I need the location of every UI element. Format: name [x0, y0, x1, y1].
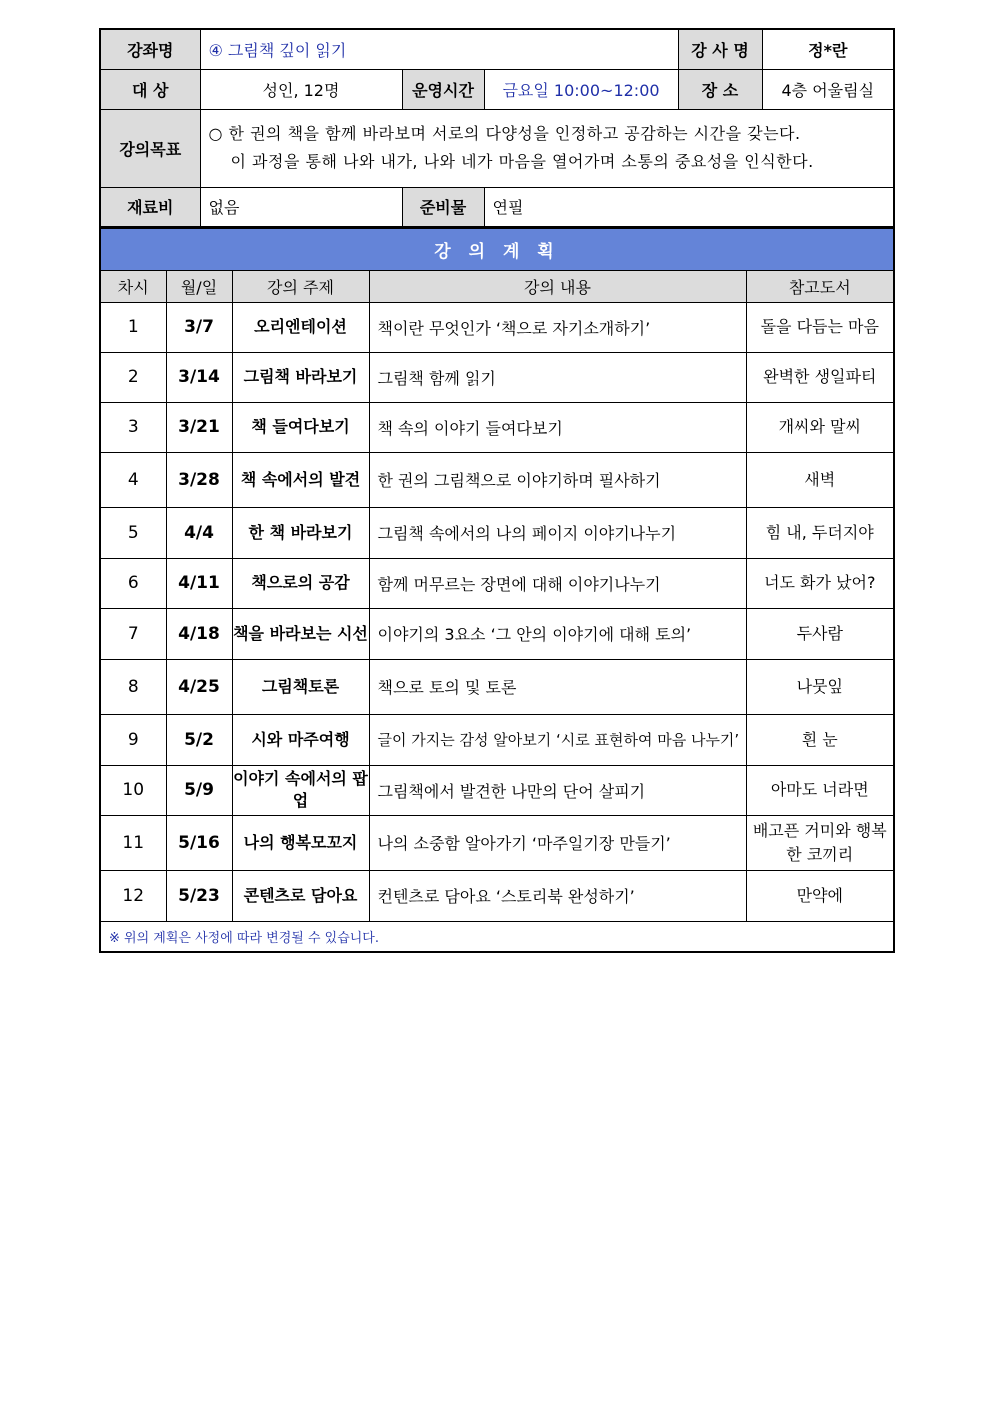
plan-table	[99, 228, 895, 954]
supplies-label: 준비물	[402, 187, 484, 227]
goal-line-2: 이 과정을 통해 나와 내가, 나와 네가 마음을 열어가며 소통의 중요성을 인식한다.	[230, 152, 814, 171]
time-label: 운영시간	[402, 69, 484, 109]
session-topic: 이야기 속에서의 팝업	[232, 765, 369, 815]
session-number: 10	[100, 765, 166, 815]
col-topic: 강의 주제	[232, 270, 369, 302]
session-date: 4/25	[166, 659, 232, 714]
table-row	[100, 558, 894, 608]
table-row	[100, 765, 894, 815]
table-row	[100, 507, 894, 558]
col-content: 강의 내용	[369, 270, 746, 302]
session-number: 3	[100, 402, 166, 452]
session-reference: 너도 화가 났어?	[746, 558, 894, 608]
session-reference: 개씨와 말씨	[746, 402, 894, 452]
goal-label: 강의목표	[100, 109, 200, 187]
session-number: 1	[100, 302, 166, 352]
table-row	[100, 608, 894, 659]
session-reference: 완벽한 생일파티	[746, 352, 894, 402]
session-topic: 그림책토론	[232, 659, 369, 714]
session-topic: 한 책 바라보기	[232, 507, 369, 558]
session-content: 글이 가지는 감성 알아보기 ‘시로 표현하여 마음 나누기’	[369, 714, 746, 765]
plan-title: 강 의 계 획	[100, 228, 894, 270]
session-date: 5/16	[166, 815, 232, 870]
session-number: 4	[100, 452, 166, 507]
session-reference: 돌을 다듬는 마음	[746, 302, 894, 352]
session-date: 3/28	[166, 452, 232, 507]
session-content: 그림책 속에서의 나의 페이지 이야기나누기	[369, 507, 746, 558]
session-content: 책으로 토의 및 토론	[369, 659, 746, 714]
target-value: 성인, 12명	[200, 69, 402, 109]
place-value: 4층 어울림실	[762, 69, 894, 109]
table-row	[100, 714, 894, 765]
session-date: 3/7	[166, 302, 232, 352]
session-number: 7	[100, 608, 166, 659]
place-label: 장 소	[678, 69, 762, 109]
instructor-name: 정*란	[762, 29, 894, 69]
session-date: 4/11	[166, 558, 232, 608]
session-content: 책 속의 이야기 들여다보기	[369, 402, 746, 452]
session-topic: 책을 바라보는 시선	[232, 608, 369, 659]
session-reference: 배고픈 거미와 행복한 코끼리	[746, 815, 894, 870]
session-content: 컨텐츠로 담아요 ‘스토리북 완성하기’	[369, 870, 746, 921]
session-date: 4/18	[166, 608, 232, 659]
session-content: 이야기의 3요소 ‘그 안의 이야기에 대해 토의’	[369, 608, 746, 659]
session-topic: 책 들여다보기	[232, 402, 369, 452]
session-content: 나의 소중함 알아가기 ‘마주일기장 만들기’	[369, 815, 746, 870]
table-row	[100, 870, 894, 921]
session-topic: 콘텐츠로 담아요	[232, 870, 369, 921]
session-topic: 오리엔테이션	[232, 302, 369, 352]
session-number: 2	[100, 352, 166, 402]
table-row	[100, 452, 894, 507]
session-reference: 새벽	[746, 452, 894, 507]
col-session: 차시	[100, 270, 166, 302]
course-info-table	[99, 28, 895, 228]
session-number: 9	[100, 714, 166, 765]
session-date: 5/23	[166, 870, 232, 921]
session-topic: 그림책 바라보기	[232, 352, 369, 402]
table-row	[100, 352, 894, 402]
session-number: 11	[100, 815, 166, 870]
supplies-value: 연필	[484, 187, 894, 227]
course-plan-sheet	[99, 28, 893, 953]
plan-note: ※ 위의 계획은 사정에 따라 변경될 수 있습니다.	[100, 921, 894, 952]
session-number: 8	[100, 659, 166, 714]
session-date: 5/9	[166, 765, 232, 815]
target-label: 대 상	[100, 69, 200, 109]
session-topic: 책 속에서의 발견	[232, 452, 369, 507]
table-row	[100, 302, 894, 352]
session-content: 책이란 무엇인가 ‘책으로 자기소개하기’	[369, 302, 746, 352]
session-reference: 나뭇잎	[746, 659, 894, 714]
session-date: 3/21	[166, 402, 232, 452]
session-topic: 시와 마주여행	[232, 714, 369, 765]
session-reference: 힘 내, 두더지야	[746, 507, 894, 558]
session-content: 그림책에서 발견한 나만의 단어 살피기	[369, 765, 746, 815]
course-label: 강좌명	[100, 29, 200, 69]
session-number: 6	[100, 558, 166, 608]
course-name: ④ 그림책 깊이 읽기	[200, 29, 678, 69]
session-date: 4/4	[166, 507, 232, 558]
col-date: 월/일	[166, 270, 232, 302]
session-reference: 흰 눈	[746, 714, 894, 765]
material-fee-label: 재료비	[100, 187, 200, 227]
goal-text	[200, 109, 894, 187]
session-reference: 두사람	[746, 608, 894, 659]
session-content: 함께 머무르는 장면에 대해 이야기나누기	[369, 558, 746, 608]
session-content: 한 권의 그림책으로 이야기하며 필사하기	[369, 452, 746, 507]
session-topic: 나의 행복모꼬지	[232, 815, 369, 870]
goal-line-1: ○ 한 권의 책을 함께 바라보며 서로의 다양성을 인정하고 공감하는 시간을 갖는다.	[208, 124, 801, 143]
session-number: 5	[100, 507, 166, 558]
session-date: 3/14	[166, 352, 232, 402]
session-number: 12	[100, 870, 166, 921]
time-value: 금요일 10:00~12:00	[484, 69, 678, 109]
table-row	[100, 402, 894, 452]
session-content: 그림책 함께 읽기	[369, 352, 746, 402]
col-reference: 참고도서	[746, 270, 894, 302]
table-row	[100, 815, 894, 870]
session-date: 5/2	[166, 714, 232, 765]
session-reference: 아마도 너라면	[746, 765, 894, 815]
session-topic: 책으로의 공감	[232, 558, 369, 608]
table-row	[100, 659, 894, 714]
material-fee-value: 없음	[200, 187, 402, 227]
instructor-label: 강 사 명	[678, 29, 762, 69]
session-reference: 만약에	[746, 870, 894, 921]
